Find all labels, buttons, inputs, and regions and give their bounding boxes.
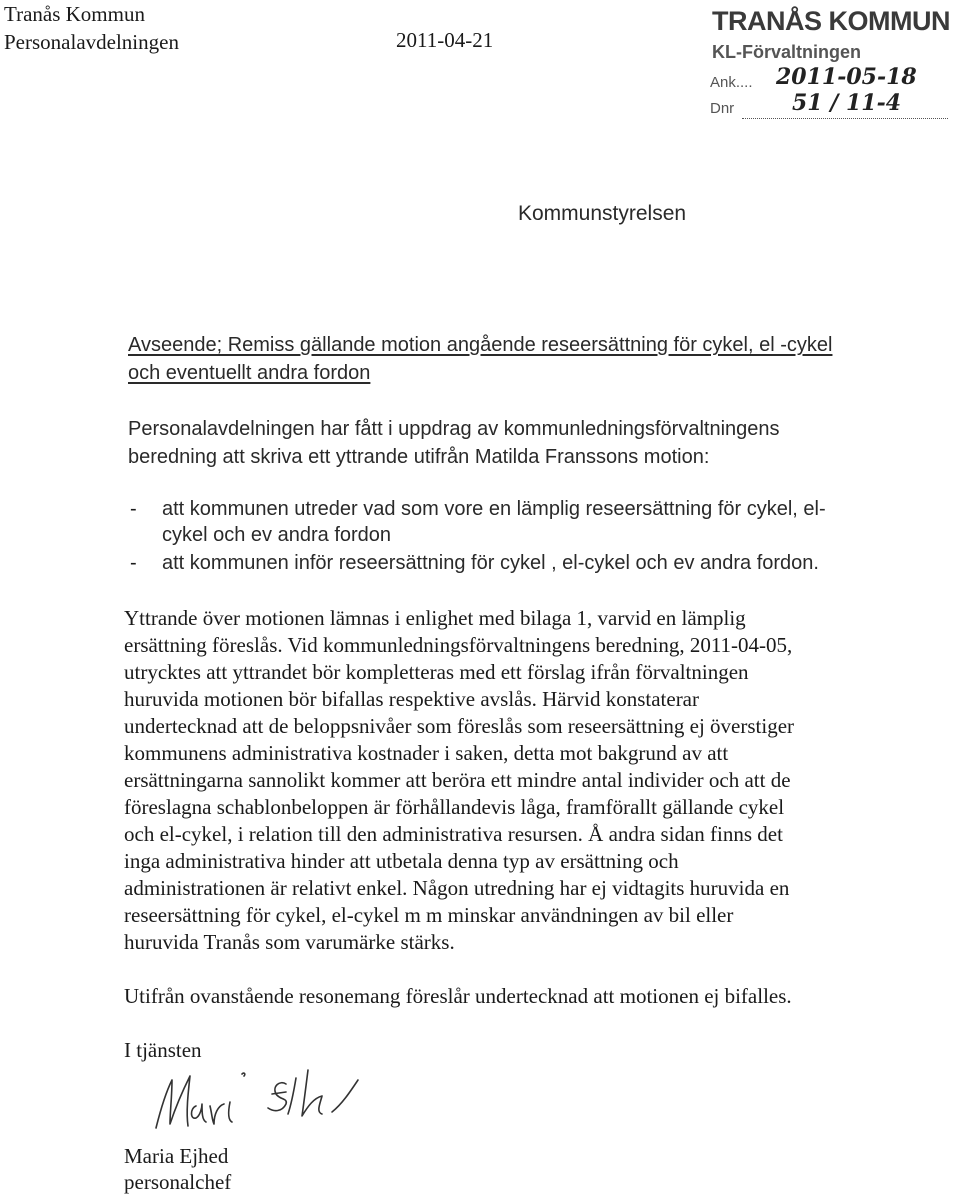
body-line: inga administrativa hinder att utbetala denna typ av ersättning och xyxy=(124,849,679,873)
sender-block xyxy=(4,0,179,56)
body-line: Yttrande över motionen lämnas i enlighet med bilaga 1, varvid en lämplig xyxy=(124,606,746,630)
letter-date: 2011-04-21 xyxy=(396,28,494,52)
closing-phrase: I tjänsten xyxy=(124,1038,202,1062)
stamp-ank-value: 2011-05-18 xyxy=(776,64,917,90)
bullet-dash-2: - xyxy=(130,552,137,574)
stamp-department: KL-Förvaltningen xyxy=(712,42,861,62)
bullet-dash-1: - xyxy=(130,498,137,520)
body-line: ersättning föreslås. Vid kommunledningsförvaltningens beredning, 2011-04-05, xyxy=(124,633,793,657)
bullet-2-line-1: att kommunen inför reseersättning för cykel , el-cykel och ev andra fordon. xyxy=(162,552,819,574)
bullet-1-line-2: cykel och ev andra fordon xyxy=(162,524,392,546)
registration-stamp xyxy=(704,2,956,120)
stamp-ank-label: Ank.... xyxy=(710,74,753,91)
body-line: utrycktes att yttrandet bör kompletteras med ett förslag ifrån förvaltningen xyxy=(124,660,749,684)
sender-org: Tranås Kommun xyxy=(4,2,145,26)
stamp-dnr-rule xyxy=(742,118,948,119)
stamp-dnr-label: Dnr xyxy=(710,100,735,117)
body-line: huruvida motionen bör bifallas respektive avslås. Härvid konstaterar xyxy=(124,687,699,711)
intro-line-2: beredning att skriva ett yttrande utifrån Matilda Franssons motion: xyxy=(128,446,710,468)
stamp-title: TRANÅS KOMMUN xyxy=(712,6,950,36)
intro-line-1: Personalavdelningen har fått i uppdrag av kommunledningsförvaltningens xyxy=(128,418,780,440)
body-line: administrationen är relativt enkel. Någon utredning har ej vidtagits huruvida en xyxy=(124,876,790,900)
bullet-1-line-1: att kommunen utreder vad som vore en lämplig reseersättning för cykel, el- xyxy=(162,498,826,520)
sender-department: Personalavdelningen xyxy=(4,30,179,54)
subject-line-2: och eventuellt andra fordon xyxy=(128,362,371,384)
body-line: ersättningarna sannolikt kommer att beröra ett mindre antal individer och att de xyxy=(124,768,791,792)
handwritten-signature xyxy=(136,1062,406,1142)
stamp-dnr-value: 51 / 11-4 xyxy=(792,90,902,116)
body-line: föreslagna schablonbeloppen är förhållandevis låga, framförallt gällande cykel xyxy=(124,795,785,819)
body-line: kommunens administrativa kostnader i saken, detta mot bakgrund av att xyxy=(124,741,729,765)
body-line: undertecknad att de beloppsnivåer som föreslås som reseersättning ej överstiger xyxy=(124,714,795,738)
body-line: reseersättning för cykel, el-cykel m m minskar användningen av bil eller xyxy=(124,903,734,927)
recipient: Kommunstyrelsen xyxy=(518,202,687,225)
conclusion: Utifrån ovanstående resonemang föreslår undertecknad att motionen ej bifalles. xyxy=(124,984,792,1008)
body-line: huruvida Tranås som varumärke stärks. xyxy=(124,930,455,954)
body-line: och el-cykel, i relation till den administrativa resursen. Å andra sidan finns det xyxy=(124,822,783,846)
subject-line-1: Avseende; Remiss gällande motion angående reseersättning för cykel, el -cykel xyxy=(128,334,833,356)
signatory-name: Maria Ejhed xyxy=(124,1144,229,1168)
signatory-title: personalchef xyxy=(124,1170,232,1194)
